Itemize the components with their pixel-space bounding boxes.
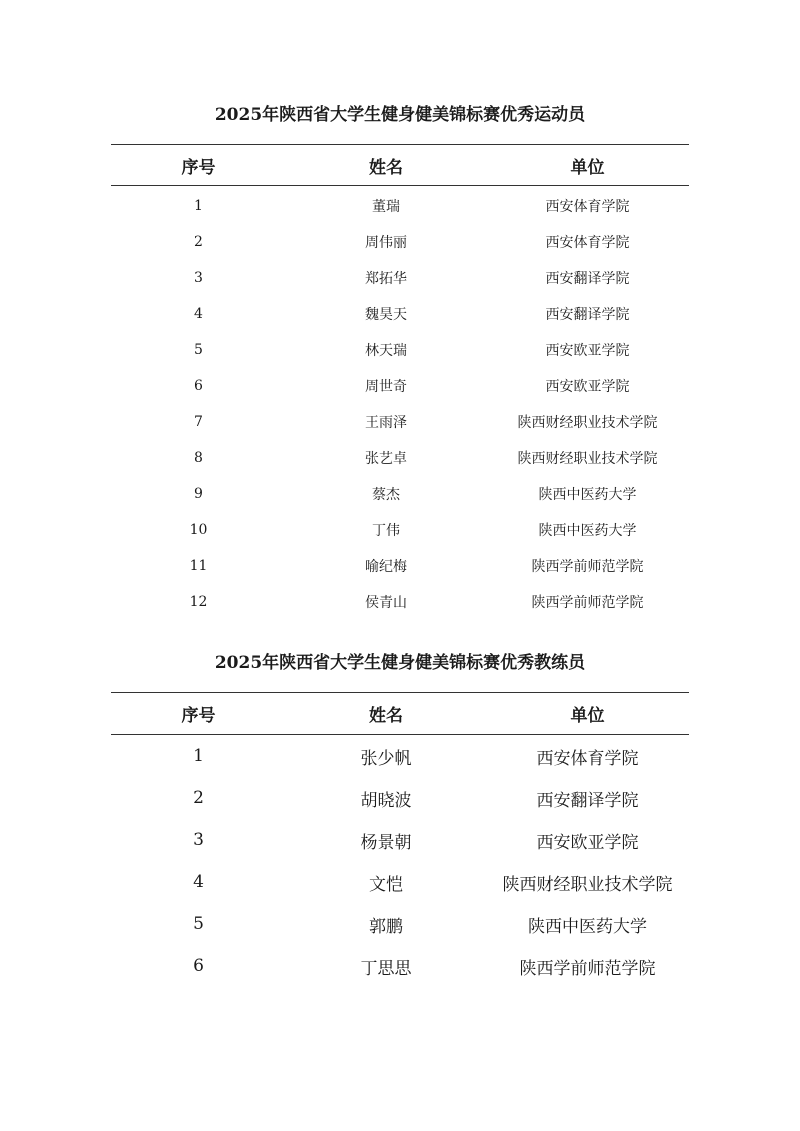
row-name: 王雨泽 bbox=[365, 415, 407, 431]
header-name: 姓名 bbox=[286, 145, 486, 186]
header-unit: 单位 bbox=[486, 145, 689, 186]
header-name: 姓名 bbox=[286, 693, 486, 735]
coaches-header-row bbox=[111, 693, 689, 735]
row-number: 1 bbox=[194, 198, 203, 214]
row-name: 周伟丽 bbox=[365, 235, 407, 251]
row-name: 张少帆 bbox=[360, 748, 412, 769]
header-number: 序号 bbox=[111, 693, 286, 735]
header-unit: 单位 bbox=[486, 693, 689, 735]
row-unit: 西安体育学院 bbox=[536, 748, 639, 769]
table-row bbox=[111, 735, 689, 778]
table-row bbox=[111, 945, 689, 987]
row-unit: 陕西财经职业技术学院 bbox=[517, 415, 658, 431]
table-row bbox=[111, 861, 689, 903]
row-unit: 西安翻译学院 bbox=[545, 271, 630, 287]
row-unit: 西安欧亚学院 bbox=[536, 832, 639, 853]
row-number: 1 bbox=[193, 746, 204, 766]
row-unit: 陕西学前师范学院 bbox=[531, 595, 644, 611]
table-row bbox=[111, 332, 689, 368]
row-unit: 陕西中医药大学 bbox=[528, 916, 647, 937]
athletes-table bbox=[111, 144, 689, 620]
row-name: 侯青山 bbox=[365, 595, 407, 611]
athletes-title: 2025年陕西省大学生健身健美锦标赛优秀运动员 bbox=[214, 105, 586, 125]
row-number: 4 bbox=[194, 306, 203, 322]
table-row bbox=[111, 296, 689, 332]
row-unit: 西安翻译学院 bbox=[536, 790, 639, 811]
row-name: 董瑞 bbox=[372, 199, 400, 215]
row-name: 魏昊天 bbox=[365, 307, 407, 323]
table-row bbox=[111, 404, 689, 440]
header-number: 序号 bbox=[111, 145, 286, 186]
row-unit: 西安翻译学院 bbox=[545, 307, 630, 323]
coaches-title: 2025年陕西省大学生健身健美锦标赛优秀教练员 bbox=[214, 653, 586, 673]
row-unit: 西安欧亚学院 bbox=[545, 343, 630, 359]
row-number: 2 bbox=[193, 788, 204, 808]
table-row bbox=[111, 584, 689, 620]
athletes-body bbox=[111, 186, 689, 621]
row-number: 10 bbox=[189, 522, 208, 538]
row-number: 6 bbox=[194, 378, 203, 394]
row-unit: 西安欧亚学院 bbox=[545, 379, 630, 395]
row-unit: 陕西学前师范学院 bbox=[531, 559, 644, 575]
row-name: 郭鹏 bbox=[369, 916, 403, 937]
row-number: 9 bbox=[194, 486, 203, 502]
row-number: 8 bbox=[194, 450, 203, 466]
table-row bbox=[111, 224, 689, 260]
row-number: 11 bbox=[189, 558, 208, 574]
athletes-section bbox=[111, 100, 689, 620]
row-name: 周世奇 bbox=[365, 379, 407, 395]
row-number: 2 bbox=[194, 234, 203, 250]
row-number: 3 bbox=[193, 830, 204, 850]
row-number: 6 bbox=[193, 956, 204, 976]
row-unit: 陕西财经职业技术学院 bbox=[502, 874, 673, 895]
row-name: 胡晓波 bbox=[360, 790, 412, 811]
row-number: 5 bbox=[194, 342, 203, 358]
table-row bbox=[111, 368, 689, 404]
row-name: 丁伟 bbox=[372, 523, 400, 539]
row-name: 林天瑞 bbox=[365, 343, 407, 359]
row-name: 蔡杰 bbox=[372, 487, 400, 503]
row-unit: 陕西财经职业技术学院 bbox=[517, 451, 658, 467]
row-number: 12 bbox=[189, 594, 208, 610]
row-number: 7 bbox=[194, 414, 203, 430]
table-row bbox=[111, 440, 689, 476]
table-row bbox=[111, 186, 689, 225]
row-name: 文恺 bbox=[369, 874, 403, 895]
row-unit: 陕西学前师范学院 bbox=[519, 958, 656, 979]
coaches-section bbox=[111, 648, 689, 987]
table-row bbox=[111, 548, 689, 584]
athletes-header-row bbox=[111, 145, 689, 186]
row-number: 4 bbox=[193, 872, 204, 892]
row-unit: 西安体育学院 bbox=[545, 199, 630, 215]
table-row bbox=[111, 476, 689, 512]
row-unit: 陕西中医药大学 bbox=[538, 523, 637, 539]
row-number: 3 bbox=[194, 270, 203, 286]
table-row bbox=[111, 819, 689, 861]
row-name: 张艺卓 bbox=[365, 451, 407, 467]
table-row bbox=[111, 260, 689, 296]
row-name: 喻纪梅 bbox=[365, 559, 407, 575]
row-name: 郑拓华 bbox=[365, 271, 407, 287]
row-unit: 陕西中医药大学 bbox=[538, 487, 637, 503]
coaches-table bbox=[111, 692, 689, 987]
coaches-body bbox=[111, 735, 689, 988]
table-row bbox=[111, 777, 689, 819]
row-name: 丁思思 bbox=[360, 958, 412, 979]
table-row bbox=[111, 512, 689, 548]
row-number: 5 bbox=[193, 914, 204, 934]
table-row bbox=[111, 903, 689, 945]
row-name: 杨景朝 bbox=[360, 832, 412, 853]
row-unit: 西安体育学院 bbox=[545, 235, 630, 251]
